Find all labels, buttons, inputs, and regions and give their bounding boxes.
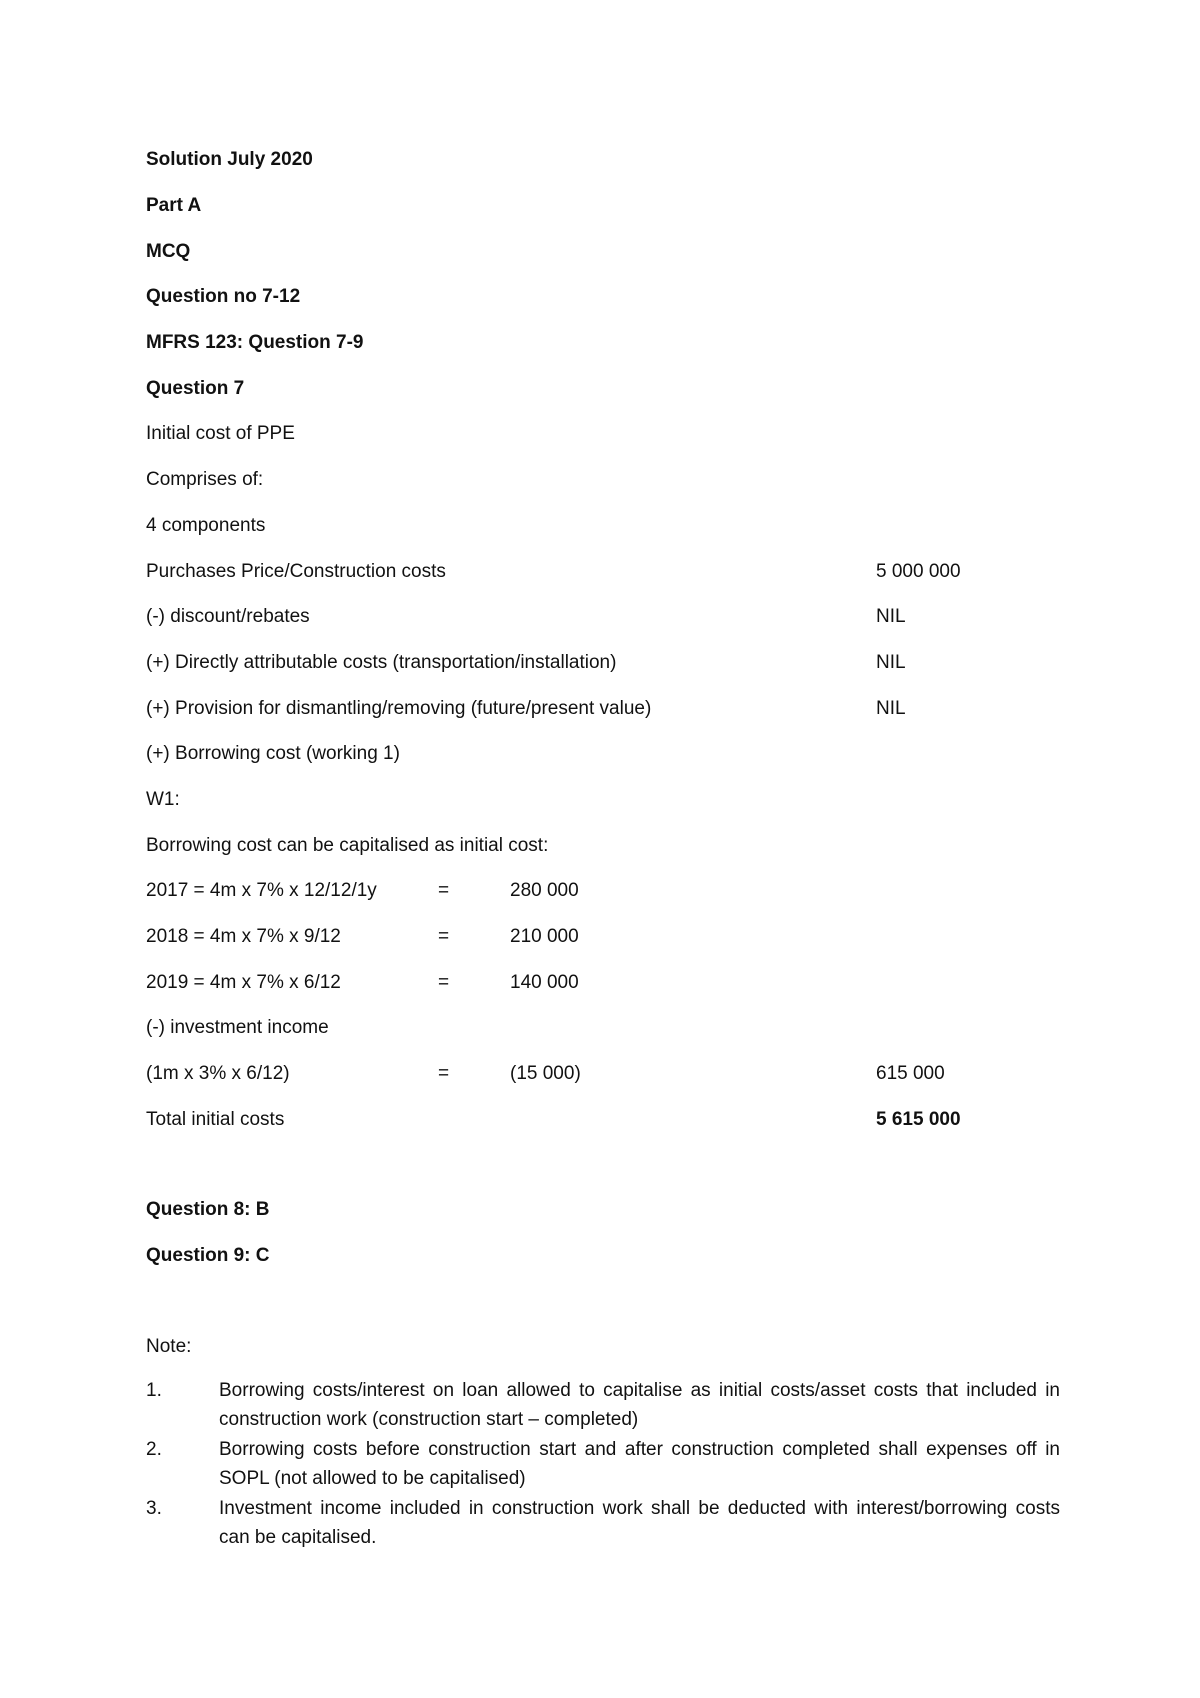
calc-equals: = xyxy=(438,880,450,901)
note-item xyxy=(146,1494,1060,1552)
note-text: Investment income included in construction work shall be deducted with interest/borrowing costs can be capitalised. xyxy=(219,1498,1060,1548)
note-item xyxy=(146,1376,1060,1434)
question-range-heading: Question no 7-12 xyxy=(146,286,301,307)
calc-expression: 2019 = 4m x 7% x 6/12 xyxy=(146,972,341,993)
note-text: Borrowing costs/interest on loan allowed to capitalise as initial costs/asset costs that included in construction work (construction start – completed) xyxy=(219,1380,1060,1430)
calc-equals: = xyxy=(438,926,450,947)
calc-expression: (1m x 3% x 6/12) xyxy=(146,1063,290,1084)
cost-row-label: Purchases Price/Construction costs xyxy=(146,561,446,582)
cost-row-amount: NIL xyxy=(876,606,906,627)
question-9-answer: Question 9: C xyxy=(146,1245,270,1266)
calc-expression: 2018 = 4m x 7% x 9/12 xyxy=(146,926,341,947)
calc-value: 140 000 xyxy=(510,972,579,993)
intro-line: 4 components xyxy=(146,515,266,536)
calc-equals: = xyxy=(438,972,450,993)
working-label: W1: xyxy=(146,789,180,810)
cost-row-label: (+) Borrowing cost (working 1) xyxy=(146,743,400,764)
total-label: Total initial costs xyxy=(146,1109,285,1130)
intro-line: Initial cost of PPE xyxy=(146,423,295,444)
note-number: 3. xyxy=(146,1498,162,1519)
calc-value: (15 000) xyxy=(510,1063,581,1084)
document-title: Solution July 2020 xyxy=(146,149,313,170)
working-description: Borrowing cost can be capitalised as initial cost: xyxy=(146,835,549,856)
cost-row-amount: NIL xyxy=(876,698,906,719)
cost-row-amount: 5 000 000 xyxy=(876,561,961,582)
calc-value: 280 000 xyxy=(510,880,579,901)
note-heading: Note: xyxy=(146,1336,192,1357)
note-text: Borrowing costs before construction start and after construction completed shall expenses off in SOPL (not allowed to be capitalised) xyxy=(219,1439,1060,1489)
question-8-answer: Question 8: B xyxy=(146,1199,270,1220)
question-7-heading: Question 7 xyxy=(146,378,245,399)
cost-row-amount: NIL xyxy=(876,652,906,673)
cost-row-label: (-) discount/rebates xyxy=(146,606,310,627)
calc-equals: = xyxy=(438,1063,450,1084)
standard-heading: MFRS 123: Question 7-9 xyxy=(146,332,364,353)
note-number: 2. xyxy=(146,1439,162,1460)
cost-row-label: (+) Provision for dismantling/removing (future/present value) xyxy=(146,698,652,719)
cost-row-label: (+) Directly attributable costs (transportation/installation) xyxy=(146,652,617,673)
note-number: 1. xyxy=(146,1380,162,1401)
total-amount: 5 615 000 xyxy=(876,1109,961,1130)
note-item xyxy=(146,1435,1060,1493)
investment-income-label: (-) investment income xyxy=(146,1017,329,1038)
borrowing-cost-total: 615 000 xyxy=(876,1063,945,1084)
calc-expression: 2017 = 4m x 7% x 12/12/1y xyxy=(146,880,377,901)
calc-value: 210 000 xyxy=(510,926,579,947)
part-heading: Part A xyxy=(146,195,202,216)
intro-line: Comprises of: xyxy=(146,469,264,490)
section-heading: MCQ xyxy=(146,241,191,262)
